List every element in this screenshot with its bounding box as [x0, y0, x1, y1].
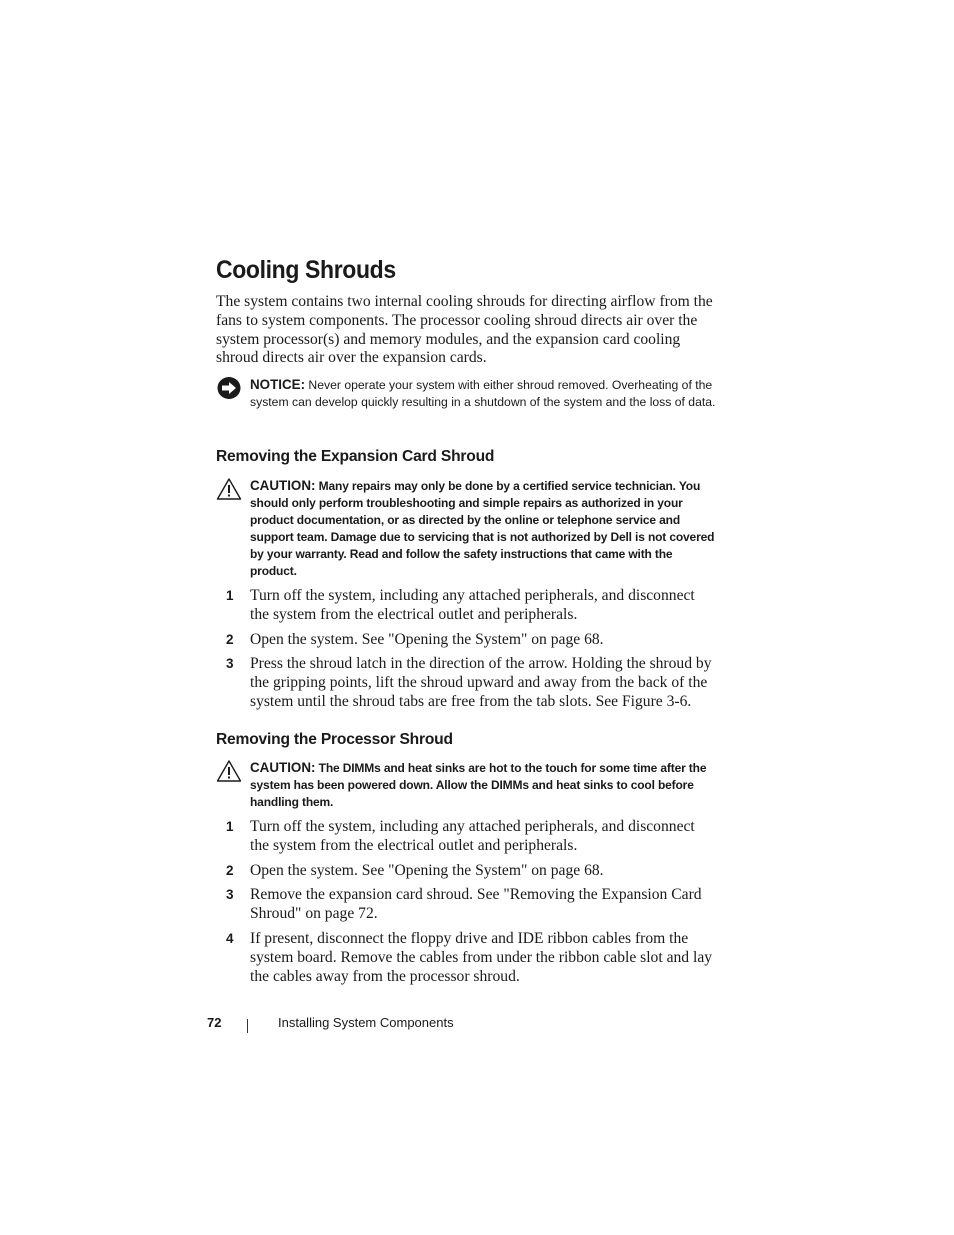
step-text: Turn off the system, including any attached peripherals, and disconnect the system from the electrical outlet and peripherals.: [250, 587, 695, 623]
step-number: 1: [226, 819, 234, 834]
caution-label: CAUTION:: [250, 478, 316, 493]
notice-body: Never operate your system with either shroud removed. Overheating of the system can develop quickly resulting in a shutdown of the system and the loss of data.: [250, 378, 716, 409]
page-title: Cooling Shrouds: [216, 256, 396, 284]
footer-divider: [247, 1019, 248, 1033]
page-number: 72: [207, 1015, 222, 1030]
step-number: 3: [226, 887, 234, 903]
section-heading-expansion-shroud: Removing the Expansion Card Shroud: [216, 448, 495, 465]
intro-paragraph: The system contains two internal cooling shrouds for directing airflow from the fans to system components. The processor cooling shroud directs air over the system processor(s) and memory modules, and the expansion card cooling shroud directs air over the expansion cards.: [216, 293, 713, 367]
caution-text-expansion: [250, 477, 716, 580]
list-item: [216, 862, 716, 881]
notice-block: [216, 376, 716, 411]
step-text: Open the system. See "Opening the System" on page 68.: [250, 861, 604, 879]
caution-body: The DIMMs and heat sinks are hot to the touch for some time after the system has been powered down. Allow the DIMMs and heat sinks to cool before handling them.: [250, 761, 707, 809]
step-number: 1: [226, 588, 234, 603]
caution-text-processor: [250, 759, 716, 811]
list-item: [216, 587, 716, 625]
list-item: [216, 930, 716, 986]
step-number: 4: [226, 930, 234, 946]
step-number: 3: [226, 656, 234, 672]
notice-arrow-icon: [216, 376, 242, 400]
footer-section-title: Installing System Components: [278, 1015, 454, 1030]
step-text: If present, disconnect the floppy drive and IDE ribbon cables from the system board. Remove the cables from under the ribbon cable slot and lay the cables away from the processor shroud.: [250, 929, 713, 985]
caution-block-processor: [216, 759, 716, 811]
step-number: 2: [226, 862, 234, 878]
caution-block-expansion: [216, 477, 716, 580]
step-text: Remove the expansion card shroud. See "Removing the Expansion Card Shroud" on page 72.: [250, 886, 702, 923]
step-text: Open the system. See "Opening the System" on page 68.: [250, 630, 604, 648]
step-number: 2: [226, 631, 234, 647]
notice-text: [250, 376, 716, 411]
section-heading-processor-shroud: Removing the Processor Shroud: [216, 731, 453, 748]
page-footer: [207, 1015, 716, 1035]
notice-label: NOTICE:: [250, 377, 306, 392]
steps-list-processor: [216, 818, 716, 992]
list-item: [216, 886, 716, 924]
steps-list-expansion: [216, 587, 716, 718]
list-item: [216, 631, 716, 650]
caution-triangle-icon: [216, 477, 242, 501]
list-item: [216, 655, 716, 711]
caution-body: Many repairs may only be done by a certified service technician. You should only perform troubleshooting and simple repairs as authorized in your product documentation, or as directed by the online or telephone service and support team. Damage due to servicing that is not authorized by Dell is not covered by your warranty. Read and follow the safety instructions that came with the product.: [250, 479, 715, 578]
caution-label: CAUTION:: [250, 760, 316, 775]
step-text: Press the shroud latch in the direction of the arrow. Holding the shroud by the gripping points, lift the shroud upward and away from the back of the system until the shroud tabs are free from the tab slots. See Figure 3-6.: [250, 655, 712, 710]
list-item: [216, 818, 716, 856]
caution-triangle-icon: [216, 759, 242, 783]
step-text: Turn off the system, including any attached peripherals, and disconnect the system from the electrical outlet and peripherals.: [250, 818, 695, 854]
